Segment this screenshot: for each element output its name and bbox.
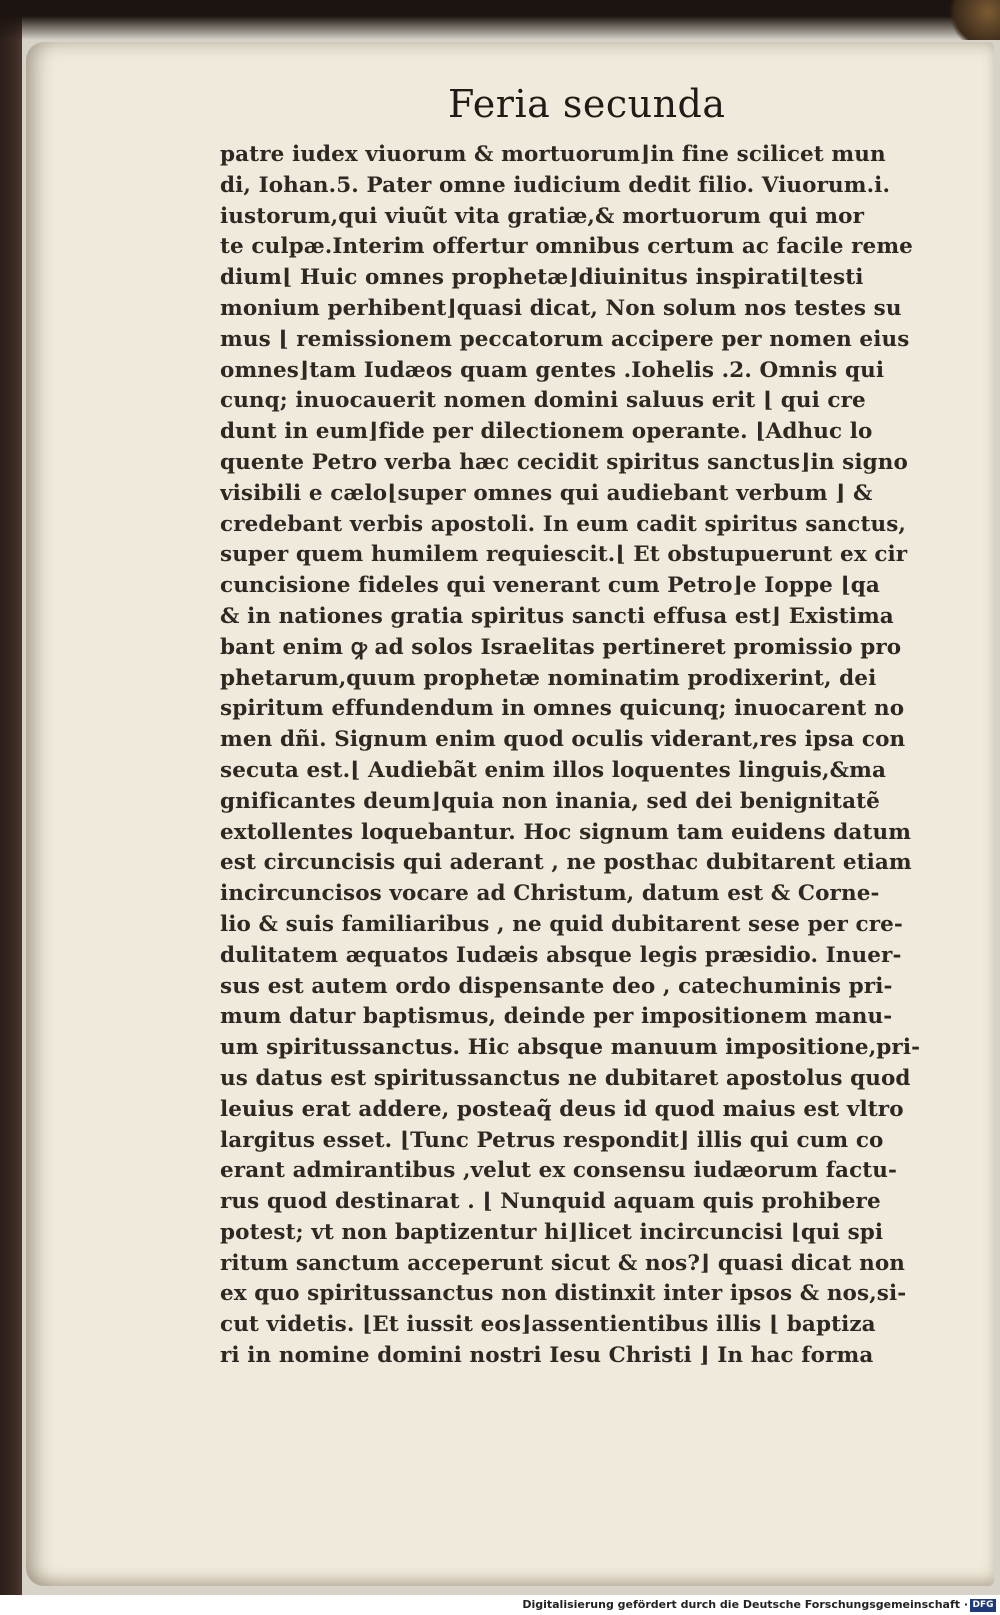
text-line: ri in nomine domini nostri Iesu Christi ⌋ In hac forma	[220, 1343, 874, 1369]
text-line: & in nationes gratia spiritus sancti effusa est⌋ Existima	[220, 603, 894, 629]
text-line: di, Iohan.5. Pater omne iudicium dedit filio. Viuorum.i.	[220, 172, 891, 198]
page-header: Feria secunda	[448, 82, 726, 126]
text-line: potest; vt non baptizentur hi⌋licet incircuncisi ⌊qui spi	[220, 1219, 884, 1245]
text-line: largitus esset. ⌊Tunc Petrus respondit⌋ illis qui cum co	[220, 1127, 884, 1153]
footer-credit: Digitalisierung gefördert durch die Deutsche Forschungsgemeinschaft ·	[522, 1598, 968, 1611]
text-line: leuius erat addere, posteaq̃ deus id quod maius est vltro	[220, 1096, 904, 1122]
text-line: ex quo spiritussanctus non distinxit inter ipsos & nos,si-	[220, 1281, 907, 1307]
text-line: est circuncisis qui aderant , ne posthac dubitarent etiam	[220, 850, 912, 876]
text-line: lio & suis familiaribus , ne quid dubitarent sese per cre-	[220, 911, 903, 937]
text-line: mus ⌊ remissionem peccatorum accipere per nomen eius	[220, 326, 910, 352]
text-line: bant enim ꝙ ad solos Israelitas pertineret promissio pro	[220, 634, 902, 660]
text-line: cuncisione fideles qui venerant cum Petro⌋e Ioppe ⌊qa	[220, 573, 880, 599]
text-line: men dñi. Signum enim quod oculis viderant,res ipsa con	[220, 727, 906, 753]
text-line: rus quod destinarat . ⌊ Nunquid aquam quis prohibere	[220, 1189, 881, 1215]
dfg-logo: DFG	[970, 1599, 996, 1612]
text-line: phetarum,quum prophetæ nominatim prodixerint, dei	[220, 665, 877, 691]
text-line: spiritum effundendum in omnes quicunq; inuocarent no	[220, 696, 905, 722]
text-line: dulitatem æquatos Iudæis absque legis præsidio. Inuer-	[220, 942, 902, 968]
text-line: um spiritussanctus. Hic absque manuum impositione,pri-	[220, 1035, 920, 1061]
text-line: patre iudex viuorum & mortuorum⌋in fine scilicet mun	[220, 142, 886, 167]
text-line: dium⌊ Huic omnes prophetæ⌋diuinitus inspirati⌊testi	[220, 265, 864, 291]
body-text	[220, 140, 920, 1372]
text-line: cunq; inuocauerit nomen domini saluus erit ⌊ qui cre	[220, 388, 866, 414]
text-line: us datus est spiritussanctus ne dubitaret apostolus quod	[220, 1065, 911, 1091]
text-line: omnes⌋tam Iudæos quam gentes .Iohelis .2. Omnis qui	[220, 357, 885, 383]
text-line: ritum sanctum acceperunt sicut & nos?⌋ quasi dicat non	[220, 1250, 905, 1276]
text-line: cut videtis. ⌊Et iussit eos⌋assentientibus illis ⌊ baptiza	[220, 1312, 876, 1338]
text-line: credebant verbis apostoli. In eum cadit spiritus sanctus,	[220, 511, 907, 537]
text-line: secuta est.⌊ Audiebãt enim illos loquentes linguis,&ma	[220, 757, 886, 783]
text-line: sus est autem ordo dispensante deo , catechuminis pri-	[220, 973, 893, 999]
text-line: incircuncisos vocare ad Christum, datum est & Corne-	[220, 881, 880, 907]
text-line: te culpæ.Interim offertur omnibus certum ac facile reme	[220, 234, 913, 260]
book-top-edge	[0, 0, 1000, 40]
text-line: dunt in eum⌋fide per dilectionem operante. ⌊Adhuc lo	[220, 419, 873, 445]
text-line: monium perhibent⌋quasi dicat, Non solum nos testes su	[220, 295, 902, 321]
text-line: erant admirantibus ,velut ex consensu iudæorum factu-	[220, 1158, 898, 1184]
text-line: visibili e cælo⌊super omnes qui audiebant verbum ⌋ &	[220, 480, 873, 506]
text-line: super quem humilem requiescit.⌊ Et obstupuerunt ex cir	[220, 542, 908, 568]
text-line: gnificantes deum⌋quia non inania, sed dei benignitatẽ	[220, 788, 880, 814]
text-line: extollentes loquebantur. Hoc signum tam euidens datum	[220, 819, 912, 845]
text-line: quente Petro verba hæc cecidit spiritus sanctus⌋in signo	[220, 449, 908, 475]
text-line: mum datur baptismus, deinde per impositionem manu-	[220, 1004, 893, 1030]
text-line: iustorum,qui viuũt vita gratiæ,& mortuorum qui mor	[220, 203, 865, 229]
book-corner	[940, 0, 1000, 40]
